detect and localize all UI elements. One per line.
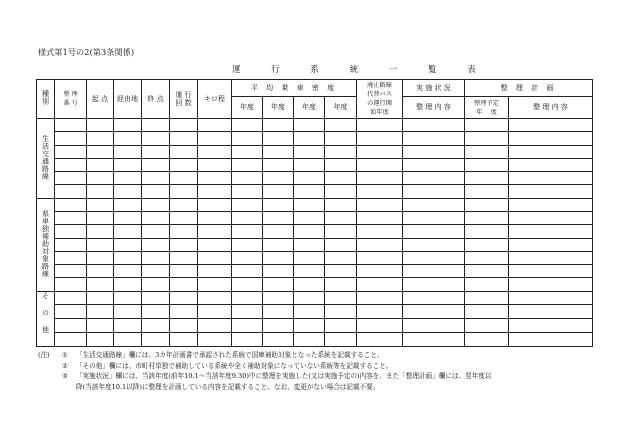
table-row [37, 278, 593, 291]
table-cell[interactable] [509, 185, 593, 198]
table-cell[interactable] [55, 278, 87, 291]
table-cell[interactable] [263, 291, 294, 305]
table-cell[interactable] [325, 198, 357, 211]
header-via: 経由地 [114, 80, 142, 119]
table-cell[interactable] [114, 305, 142, 319]
table-cell[interactable] [142, 198, 170, 211]
header-terminal: 終 点 [142, 80, 170, 119]
table-row [37, 238, 593, 251]
category-label [37, 198, 55, 291]
table-cell[interactable] [325, 265, 357, 278]
category-label-text: その他 [41, 292, 50, 344]
table-cell[interactable] [357, 172, 403, 185]
note-text: 「その他」欄には、市町村単独で補助している系統や全く補助対象になっていない系統等を記載すること。 [76, 361, 393, 370]
table-cell[interactable] [114, 238, 142, 251]
table-cell[interactable] [294, 145, 325, 158]
table-cell[interactable] [263, 251, 294, 264]
table-cell[interactable] [55, 265, 87, 278]
table-cell[interactable] [403, 145, 465, 158]
table-cell[interactable] [170, 265, 198, 278]
table-cell[interactable] [325, 145, 357, 158]
table-cell[interactable] [403, 251, 465, 264]
table-cell[interactable] [509, 158, 593, 171]
category-label-text: 県単独補助対象路線 [41, 209, 50, 278]
table-cell[interactable] [465, 158, 509, 171]
table-cell[interactable] [325, 119, 357, 132]
table-cell[interactable] [357, 251, 403, 264]
table-row [37, 211, 593, 224]
note-item [38, 350, 598, 361]
table-cell[interactable] [87, 132, 114, 145]
table-cell[interactable] [357, 278, 403, 291]
table-cell[interactable] [232, 158, 263, 171]
table-cell[interactable] [509, 211, 593, 224]
table-cell[interactable] [87, 211, 114, 224]
table-cell[interactable] [403, 278, 465, 291]
table-cell[interactable] [263, 265, 294, 278]
table-cell[interactable] [465, 211, 509, 224]
table-row [37, 158, 593, 171]
header-origin: 起 点 [87, 80, 114, 119]
table-cell[interactable] [465, 319, 509, 333]
table-cell[interactable] [142, 319, 170, 333]
table-cell[interactable] [55, 185, 87, 198]
table-cell[interactable] [357, 185, 403, 198]
table-cell[interactable] [114, 172, 142, 185]
table-cell[interactable] [87, 119, 114, 132]
table-cell[interactable] [294, 291, 325, 305]
table-cell[interactable] [509, 278, 593, 291]
table-cell[interactable] [232, 333, 263, 347]
table-cell[interactable] [142, 265, 170, 278]
table-cell[interactable] [198, 238, 232, 251]
table-body [37, 119, 593, 347]
table-cell[interactable] [142, 305, 170, 319]
table-cell[interactable] [198, 211, 232, 224]
table-row [37, 251, 593, 264]
table-cell[interactable] [87, 158, 114, 171]
header-implementation-content: 整 理 内 容 [403, 97, 465, 119]
table-cell[interactable] [325, 251, 357, 264]
header-avg-ridership: 平 均 乗 車 密 度 [232, 80, 357, 97]
table-cell[interactable] [142, 172, 170, 185]
table-cell[interactable] [87, 278, 114, 291]
note-number: ① [62, 351, 68, 359]
table-cell[interactable] [142, 333, 170, 347]
table-cell[interactable] [87, 198, 114, 211]
table-cell[interactable] [142, 238, 170, 251]
note-item [38, 371, 598, 382]
table-cell[interactable] [198, 333, 232, 347]
table-cell[interactable] [55, 158, 87, 171]
table-cell[interactable] [465, 145, 509, 158]
note-number: ③ [62, 372, 68, 380]
table-cell[interactable] [170, 225, 198, 238]
table-cell[interactable] [465, 172, 509, 185]
table-cell[interactable] [198, 132, 232, 145]
table-cell[interactable] [263, 333, 294, 347]
table-cell[interactable] [294, 211, 325, 224]
table-cell[interactable] [114, 225, 142, 238]
table-cell[interactable] [170, 291, 198, 305]
table-cell[interactable] [509, 225, 593, 238]
table-cell[interactable] [263, 278, 294, 291]
table-row [37, 319, 593, 333]
table-cell[interactable] [325, 319, 357, 333]
table-cell[interactable] [263, 185, 294, 198]
table-cell[interactable] [509, 251, 593, 264]
table-cell[interactable] [465, 119, 509, 132]
table-cell[interactable] [114, 291, 142, 305]
table-cell[interactable] [294, 198, 325, 211]
table-cell[interactable] [232, 305, 263, 319]
table-cell[interactable] [87, 225, 114, 238]
table-cell[interactable] [403, 265, 465, 278]
table-cell[interactable] [87, 265, 114, 278]
notes-lead: (注) [38, 351, 50, 359]
table-cell[interactable] [325, 225, 357, 238]
table-cell[interactable] [403, 172, 465, 185]
header-km: キロ程 [198, 80, 232, 119]
table-cell[interactable] [170, 119, 198, 132]
table-cell[interactable] [170, 305, 198, 319]
table-cell[interactable] [403, 225, 465, 238]
table-cell[interactable] [325, 211, 357, 224]
table-cell[interactable] [55, 251, 87, 264]
table-cell[interactable] [87, 291, 114, 305]
table-cell[interactable] [114, 251, 142, 264]
table-cell[interactable] [198, 265, 232, 278]
table-cell[interactable] [263, 305, 294, 319]
table-row [37, 291, 593, 305]
table-cell[interactable] [142, 158, 170, 171]
table-cell[interactable] [403, 211, 465, 224]
table-cell[interactable] [55, 319, 87, 333]
header-year-4: 年度 [325, 97, 357, 119]
table-cell[interactable] [232, 119, 263, 132]
table-cell[interactable] [403, 198, 465, 211]
table-cell[interactable] [114, 119, 142, 132]
table-row [37, 119, 593, 132]
table-cell[interactable] [263, 119, 294, 132]
form-reference: 様式第1号の2(第3条関係) [38, 48, 135, 57]
table-cell[interactable] [509, 172, 593, 185]
table-cell[interactable] [509, 305, 593, 319]
table-row [37, 305, 593, 319]
table-cell[interactable] [55, 132, 87, 145]
table-cell[interactable] [114, 211, 142, 224]
table-cell[interactable] [232, 251, 263, 264]
table-cell[interactable] [232, 145, 263, 158]
table-cell[interactable] [198, 225, 232, 238]
table-cell[interactable] [294, 158, 325, 171]
table-cell[interactable] [509, 319, 593, 333]
table-cell[interactable] [325, 185, 357, 198]
table-cell[interactable] [465, 333, 509, 347]
table-cell[interactable] [170, 132, 198, 145]
table-cell[interactable] [357, 225, 403, 238]
table-cell[interactable] [142, 225, 170, 238]
table-cell[interactable] [170, 238, 198, 251]
table-cell[interactable] [403, 319, 465, 333]
table-cell[interactable] [403, 119, 465, 132]
table-cell[interactable] [465, 185, 509, 198]
table-cell[interactable] [465, 238, 509, 251]
table-cell[interactable] [294, 305, 325, 319]
table-cell[interactable] [294, 225, 325, 238]
table-cell[interactable] [87, 172, 114, 185]
table-cell[interactable] [232, 225, 263, 238]
table-cell[interactable] [357, 238, 403, 251]
table-cell[interactable] [114, 145, 142, 158]
table-cell[interactable] [357, 211, 403, 224]
table-cell[interactable] [198, 172, 232, 185]
table-cell[interactable] [465, 265, 509, 278]
table-cell[interactable] [198, 119, 232, 132]
header-abolished: 廃止路線 代替バス の運行開 始年度 [357, 80, 403, 119]
table-cell[interactable] [294, 251, 325, 264]
table-row [37, 185, 593, 198]
table-cell[interactable] [232, 185, 263, 198]
table-cell[interactable] [263, 145, 294, 158]
table-cell[interactable] [263, 158, 294, 171]
table-cell[interactable] [509, 119, 593, 132]
table-cell[interactable] [357, 119, 403, 132]
table-cell[interactable] [509, 238, 593, 251]
page-title: 運 行 系 統 一 覧 表 [232, 65, 490, 75]
table-cell[interactable] [142, 119, 170, 132]
table-cell[interactable] [55, 119, 87, 132]
table-cell[interactable] [55, 333, 87, 347]
table-cell[interactable] [170, 211, 198, 224]
table-cell[interactable] [170, 333, 198, 347]
table-cell[interactable] [325, 291, 357, 305]
table-cell[interactable] [198, 198, 232, 211]
table-cell[interactable] [87, 238, 114, 251]
note-text: 「実施状況」欄には、当該年度(前年10.1～当該年度9.30)中に整理を実施した(又は実施予定の)内容を、また「整理計画」欄には、翌年度以 [76, 372, 492, 380]
table-cell[interactable] [114, 158, 142, 171]
category-label [37, 291, 55, 346]
table-cell[interactable] [198, 145, 232, 158]
table-cell[interactable] [198, 158, 232, 171]
table-cell[interactable] [87, 305, 114, 319]
header-year-2: 年度 [263, 97, 294, 119]
table-cell[interactable] [357, 158, 403, 171]
table-cell[interactable] [325, 238, 357, 251]
table-row [37, 145, 593, 158]
table-cell[interactable] [170, 251, 198, 264]
table-cell[interactable] [403, 238, 465, 251]
table-cell[interactable] [294, 333, 325, 347]
table-cell[interactable] [114, 333, 142, 347]
header-year-1: 年度 [232, 97, 263, 119]
table-cell[interactable] [232, 278, 263, 291]
note-item [38, 361, 598, 372]
table-cell[interactable] [114, 132, 142, 145]
table-cell[interactable] [403, 305, 465, 319]
table-cell[interactable] [232, 319, 263, 333]
table-cell[interactable] [55, 145, 87, 158]
table-cell[interactable] [232, 198, 263, 211]
table-cell[interactable] [170, 319, 198, 333]
table-cell[interactable] [294, 185, 325, 198]
table-cell[interactable] [232, 172, 263, 185]
table-cell[interactable] [403, 158, 465, 171]
table-cell[interactable] [170, 145, 198, 158]
table-cell[interactable] [294, 319, 325, 333]
table-cell[interactable] [263, 238, 294, 251]
table-row [37, 132, 593, 145]
table-cell[interactable] [465, 278, 509, 291]
table-cell[interactable] [294, 172, 325, 185]
table-cell[interactable] [87, 185, 114, 198]
note-number: ② [62, 361, 68, 370]
table-cell[interactable] [357, 265, 403, 278]
table-cell[interactable] [403, 132, 465, 145]
table-cell[interactable] [55, 305, 87, 319]
table-cell[interactable] [357, 132, 403, 145]
table-cell[interactable] [325, 333, 357, 347]
table-cell[interactable] [325, 278, 357, 291]
table-cell[interactable] [232, 238, 263, 251]
table-cell[interactable] [509, 132, 593, 145]
table-cell[interactable] [465, 291, 509, 305]
table-cell[interactable] [55, 225, 87, 238]
table-cell[interactable] [232, 132, 263, 145]
table-cell[interactable] [87, 145, 114, 158]
header-runs: 運 行 回 数 [170, 80, 198, 119]
table-cell[interactable] [232, 265, 263, 278]
table-cell[interactable] [509, 265, 593, 278]
header-year-3: 年度 [294, 97, 325, 119]
category-label [37, 119, 55, 199]
table-cell[interactable] [263, 198, 294, 211]
header-row-1 [37, 80, 593, 97]
table-cell[interactable] [114, 185, 142, 198]
table-cell[interactable] [55, 172, 87, 185]
header-implementation: 実 施 状 況 [403, 80, 465, 97]
table-cell[interactable] [465, 225, 509, 238]
table-cell[interactable] [198, 251, 232, 264]
table-cell[interactable] [294, 132, 325, 145]
table-cell[interactable] [87, 251, 114, 264]
table-cell[interactable] [325, 132, 357, 145]
table-cell[interactable] [509, 198, 593, 211]
table-cell[interactable] [87, 333, 114, 347]
note-text: 「生活交通路線」欄には、3カ年計画書で承認された系統で国庫補助対象となった系統を記載すること。 [76, 351, 384, 359]
table-cell[interactable] [263, 225, 294, 238]
table-cell[interactable] [325, 158, 357, 171]
table-cell[interactable] [465, 132, 509, 145]
table-cell[interactable] [325, 172, 357, 185]
category-label-text: 生活交通路線 [41, 134, 50, 180]
table-cell[interactable] [55, 211, 87, 224]
table-cell[interactable] [142, 145, 170, 158]
table-cell[interactable] [55, 198, 87, 211]
table-cell[interactable] [170, 172, 198, 185]
table-cell[interactable] [509, 145, 593, 158]
table-cell[interactable] [294, 278, 325, 291]
table-cell[interactable] [170, 278, 198, 291]
table-cell[interactable] [142, 278, 170, 291]
table-row [37, 172, 593, 185]
table-cell[interactable] [509, 333, 593, 347]
table-cell[interactable] [87, 319, 114, 333]
table-cell[interactable] [294, 265, 325, 278]
table-cell[interactable] [357, 333, 403, 347]
table-cell[interactable] [55, 238, 87, 251]
table-cell[interactable] [142, 185, 170, 198]
table-cell[interactable] [357, 319, 403, 333]
table-cell[interactable] [509, 291, 593, 305]
table-cell[interactable] [198, 305, 232, 319]
header-plan-content: 整 理 内 容 [509, 97, 593, 119]
table-cell[interactable] [198, 319, 232, 333]
table-cell[interactable] [263, 132, 294, 145]
header-plan-year: 整理予定 年 度 [465, 97, 509, 119]
table-cell[interactable] [198, 278, 232, 291]
table-cell[interactable] [142, 251, 170, 264]
table-cell[interactable] [114, 278, 142, 291]
table-cell[interactable] [465, 305, 509, 319]
table-cell[interactable] [357, 305, 403, 319]
table-cell[interactable] [170, 198, 198, 211]
table-cell[interactable] [357, 145, 403, 158]
table-row [37, 333, 593, 347]
table-cell[interactable] [198, 185, 232, 198]
table-cell[interactable] [294, 238, 325, 251]
table-cell[interactable] [55, 291, 87, 305]
table-cell[interactable] [170, 158, 198, 171]
table-cell[interactable] [232, 211, 263, 224]
table-cell[interactable] [357, 198, 403, 211]
table-cell[interactable] [114, 198, 142, 211]
table-cell[interactable] [263, 319, 294, 333]
table-cell[interactable] [142, 211, 170, 224]
table-cell[interactable] [403, 185, 465, 198]
table-cell[interactable] [142, 291, 170, 305]
note-continuation: 降(当該年度10.1以降)に整理を計画している内容を記載すること。なお、変更がない場合は記載不要。 [76, 382, 380, 391]
table-cell[interactable] [263, 211, 294, 224]
table-cell[interactable] [325, 305, 357, 319]
notes-section [38, 350, 598, 392]
header-management-no: 整 理 番 号 [55, 80, 87, 119]
header-kind: 種別 [37, 80, 55, 119]
table-cell[interactable] [198, 291, 232, 305]
table-cell[interactable] [232, 291, 263, 305]
table-cell[interactable] [142, 132, 170, 145]
table-cell[interactable] [114, 319, 142, 333]
table-cell[interactable] [465, 198, 509, 211]
route-list-table [36, 79, 593, 347]
table-cell[interactable] [403, 291, 465, 305]
table-cell[interactable] [294, 119, 325, 132]
table-row [37, 225, 593, 238]
header-plan: 整 理 計 画 [465, 80, 593, 97]
table-row [37, 198, 593, 211]
table-cell[interactable] [170, 185, 198, 198]
table-row [37, 265, 593, 278]
table-cell[interactable] [263, 172, 294, 185]
table-cell[interactable] [403, 333, 465, 347]
table-cell[interactable] [357, 291, 403, 305]
table-cell[interactable] [465, 251, 509, 264]
table-cell[interactable] [114, 265, 142, 278]
